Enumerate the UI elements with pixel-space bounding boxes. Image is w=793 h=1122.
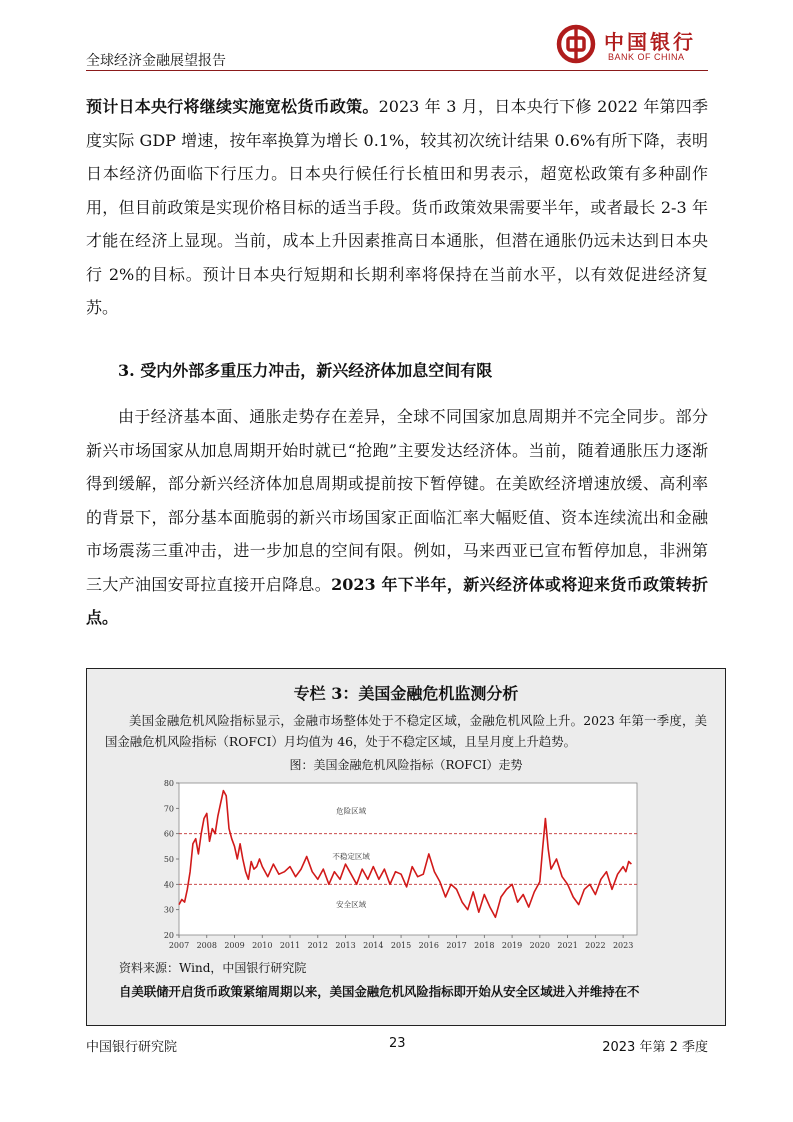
x-tick-label: 2017 [446,941,467,950]
box-text: 美国金融危机风险指标显示，金融市场整体处于不稳定区域，金融危机风险上升。2023 年第一季度，美国金融危机风险指标（ROFCI）月均值为 46，处于不稳定区域，且呈月度上升趋势。 [105,713,707,749]
logo-english-name: BANK OF CHINA [608,52,685,62]
paragraph-body: 由于经济基本面、通胀走势存在差异，全球不同国家加息周期并不完全同步。部分新兴市场国家从加息周期开始时就已“抢跑”主要发达经济体。当前，随着通胀压力逐渐得到缓解，部分新兴经济体加息周期或提前按下暂停键。在美欧经济增速放缓、高利率的背景下，部分基本面脆弱的新兴市场国家正面临汇率大幅贬值、资本连续流出和金融市场震荡三重冲击，进一步加息的空间有限。例如，马来西亚已宣布暂停加息，非洲第三大产油国安哥拉直接开启降息。 [86,407,708,594]
rofci-chart [153,777,645,955]
x-tick-label: 2018 [474,941,495,950]
plot-area [179,783,637,935]
x-tick-label: 2016 [418,941,439,950]
zone-label: 危险区域 [336,806,367,816]
figure-title: 图：美国金融危机风险指标（ROFCI）走势 [289,758,523,772]
x-tick-label: 2010 [252,941,273,950]
y-tick-label: 60 [163,829,174,839]
bank-logo [556,22,708,66]
box-continued-text: 自美联储开启货币政策紧缩周期以来，美国金融危机风险指标即开始从安全区域进入并维持在不 [119,984,640,999]
x-tick-label: 2023 [612,941,634,950]
rofci-chart-svg [153,777,645,955]
y-tick-label: 20 [163,931,174,940]
page-number: 23 [389,1036,406,1051]
page-header [86,22,708,74]
figure-source: 资料来源：Wind，中国银行研究院 [119,961,307,975]
y-tick-label: 50 [163,855,174,864]
zone-label: 安全区域 [336,900,367,910]
y-tick-label: 70 [163,804,174,814]
x-tick-label: 2011 [279,941,301,950]
y-tick-label: 80 [163,779,174,788]
header-rule [86,70,708,71]
paragraph-emerging [86,400,708,635]
y-tick-label: 40 [163,880,174,890]
paragraph-body: 2023 年 3 月，日本央行下修 2022 年第四季度实际 GDP 增速，按年率换算为增长 0.1%，较其初次统计结果 0.6%有所下降，表明日本经济仍面临下行压力。日本央行候任行长植田和男表示，超宽松政策有多种副作用，但目前政策是实现价格目标的适当手段。货币政策效果需要半年，或者最长 2-3 年才能在经济上显现。当前，成本上升因素推高日本通胀，但潜在通胀仍远未达到日本央行 2%的目标。预计日本央行短期和长期利率将保持在当前水平，以有效促进经济复苏。 [86,97,708,317]
logo-chinese-name: 中国银行 [604,30,696,54]
x-tick-label: 2019 [501,941,523,950]
x-tick-label: 2014 [363,941,384,950]
x-tick-label: 2008 [196,941,217,950]
footer-quarter: 2023 年第 2 季度 [602,1040,708,1055]
column-box [86,668,726,1026]
x-tick-label: 2015 [390,941,412,950]
report-title: 全球经济金融展望报告 [86,53,226,69]
paragraph-japan [86,90,708,325]
footer-publisher: 中国银行研究院 [86,1040,178,1055]
box-title: 专栏 3：美国金融危机监测分析 [293,684,519,703]
section-heading: 3. 受内外部多重压力冲击，新兴经济体加息空间有限 [118,361,493,380]
x-tick-label: 2007 [168,941,190,950]
x-tick-label: 2021 [557,941,578,950]
paragraph-conclusion: 2023 年下半年，新兴经济体或将迎来货币政策转折点。 [86,574,708,627]
paragraph-lead: 预计日本央行将继续实施宽松货币政策。 [86,97,379,116]
x-tick-label: 2020 [529,941,551,950]
x-tick-label: 2022 [585,941,606,950]
bank-of-china-logo-icon [556,24,596,64]
x-tick-label: 2012 [307,941,328,950]
zone-label: 不稳定区域 [332,852,370,861]
x-tick-label: 2009 [224,941,245,950]
x-tick-label: 2013 [335,941,356,950]
y-tick-label: 30 [163,905,174,915]
